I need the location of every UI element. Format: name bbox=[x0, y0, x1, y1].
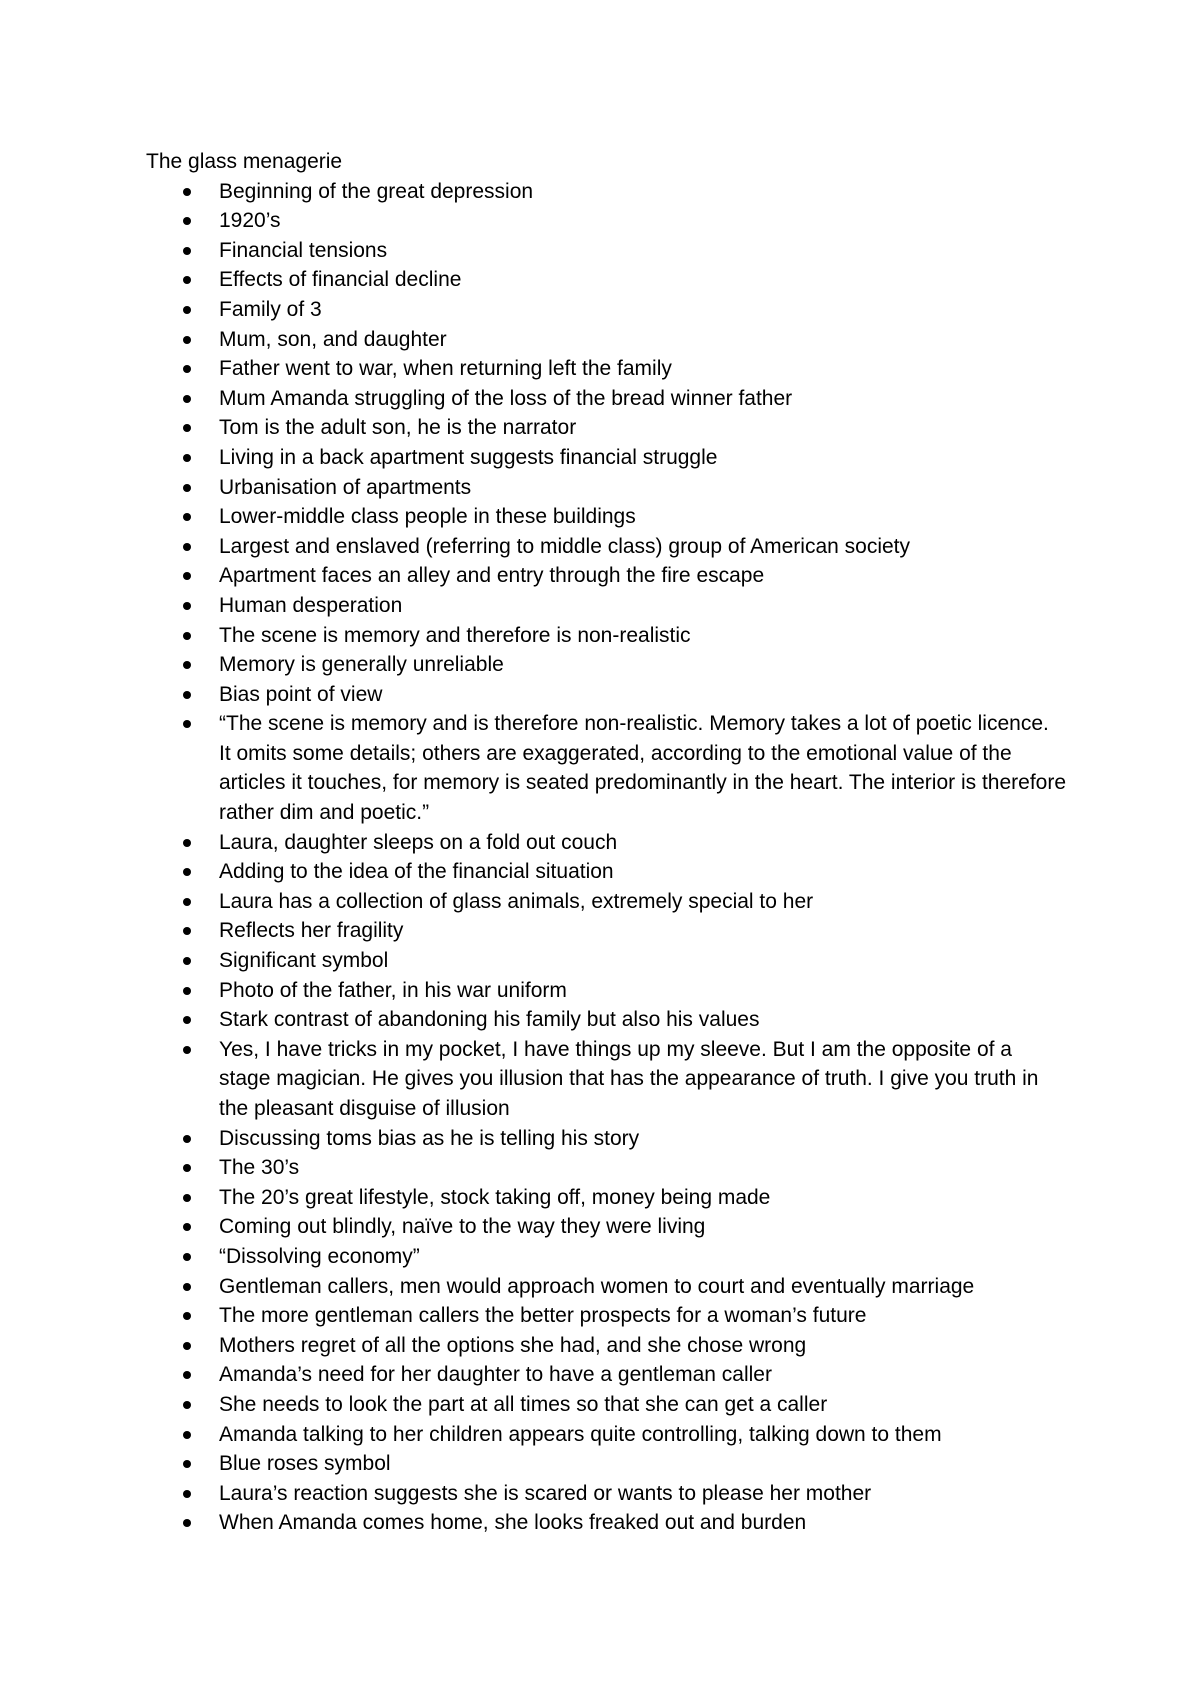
list-item-text: “The scene is memory and is therefore non-realistic. Memory takes a lot of poetic licence. It omits some details; others are exaggerated, according to the emotional value of the articles it touches, for memory is seated predominantly in the heart. The interior is therefore rather dim and poetic.” bbox=[219, 712, 1067, 825]
list-item-text: Yes, I have tricks in my pocket, I have things up my sleeve. But I am the opposite of a stage magician. He gives you illusion that has the appearance of truth. I give you truth in the pleasant disguise of illusion bbox=[219, 1037, 1039, 1120]
list-item bbox=[146, 591, 1066, 621]
list-item bbox=[146, 384, 1066, 414]
list-item-text: Living in a back apartment suggests financial struggle bbox=[219, 445, 718, 469]
list-item-text: Reflects her fragility bbox=[219, 919, 404, 943]
bullet-icon bbox=[183, 336, 191, 344]
list-item-text: Lower-middle class people in these buildings bbox=[219, 505, 636, 529]
list-item bbox=[146, 325, 1066, 355]
bullet-icon bbox=[183, 868, 191, 876]
bullet-icon bbox=[183, 839, 191, 847]
bullet-icon bbox=[183, 1135, 191, 1143]
list-item bbox=[146, 1449, 1066, 1479]
list-item bbox=[146, 621, 1066, 651]
list-item bbox=[146, 680, 1066, 710]
list-item-text: Photo of the father, in his war uniform bbox=[219, 978, 567, 1002]
bullet-icon bbox=[183, 927, 191, 935]
list-item bbox=[146, 916, 1066, 946]
list-item bbox=[146, 1124, 1066, 1154]
list-item bbox=[146, 561, 1066, 591]
bullet-icon bbox=[183, 691, 191, 699]
list-item bbox=[146, 1360, 1066, 1390]
bullet-icon bbox=[183, 1046, 191, 1054]
list-item bbox=[146, 828, 1066, 858]
bullet-icon bbox=[183, 602, 191, 610]
bullet-icon bbox=[183, 632, 191, 640]
bullet-icon bbox=[183, 1490, 191, 1498]
list-item-text: Urbanisation of apartments bbox=[219, 475, 472, 499]
list-item bbox=[146, 532, 1066, 562]
bullet-icon bbox=[183, 424, 191, 432]
list-item bbox=[146, 976, 1066, 1006]
bullet-icon bbox=[183, 898, 191, 906]
list-item bbox=[146, 177, 1066, 207]
bullet-icon bbox=[183, 276, 191, 284]
list-item bbox=[146, 236, 1066, 266]
list-item-text: The scene is memory and therefore is non-realistic bbox=[219, 623, 691, 647]
bullet-icon bbox=[183, 1519, 191, 1527]
bullet-icon bbox=[183, 513, 191, 521]
list-item bbox=[146, 502, 1066, 532]
list-item-text: Mum, son, and daughter bbox=[219, 327, 447, 351]
document-title: The glass menagerie bbox=[146, 150, 343, 173]
list-item-text: The more gentleman callers the better prospects for a woman’s future bbox=[219, 1304, 867, 1328]
list-item-text: Significant symbol bbox=[219, 949, 389, 973]
bullet-icon bbox=[183, 1016, 191, 1024]
list-item bbox=[146, 1390, 1066, 1420]
list-item-text: Blue roses symbol bbox=[219, 1452, 391, 1476]
bullet-icon bbox=[183, 572, 191, 580]
list-item-text: Bias point of view bbox=[219, 682, 383, 706]
list-item-text: Coming out blindly, naïve to the way they were living bbox=[219, 1215, 706, 1239]
bullet-icon bbox=[183, 1164, 191, 1172]
list-item-text: Father went to war, when returning left the family bbox=[219, 357, 672, 381]
list-item bbox=[146, 1212, 1066, 1242]
list-item-text: She needs to look the part at all times so that she can get a caller bbox=[219, 1392, 828, 1416]
list-item-text: Stark contrast of abandoning his family but also his values bbox=[219, 1008, 760, 1032]
list-item-text: Financial tensions bbox=[219, 238, 388, 262]
list-item-text: Amanda’s need for her daughter to have a gentleman caller bbox=[219, 1363, 772, 1387]
list-item bbox=[146, 354, 1066, 384]
bullet-icon bbox=[183, 1253, 191, 1261]
list-item bbox=[146, 1005, 1066, 1035]
list-item-text: Mothers regret of all the options she had, and she chose wrong bbox=[219, 1333, 807, 1357]
list-item-text: Apartment faces an alley and entry through the fire escape bbox=[219, 564, 765, 588]
list-item bbox=[146, 650, 1066, 680]
list-item bbox=[146, 1035, 1066, 1124]
bullet-icon bbox=[183, 1401, 191, 1409]
bullet-icon bbox=[183, 1342, 191, 1350]
bullet-icon bbox=[183, 957, 191, 965]
list-item-text: Laura’s reaction suggests she is scared or wants to please her mother bbox=[219, 1481, 872, 1505]
list-item-text: Beginning of the great depression bbox=[219, 179, 534, 203]
list-item bbox=[146, 1183, 1066, 1213]
list-item-text: Discussing toms bias as he is telling his story bbox=[219, 1126, 640, 1150]
bullet-icon bbox=[183, 1371, 191, 1379]
list-item-text: Laura, daughter sleeps on a fold out couch bbox=[219, 830, 618, 854]
list-item bbox=[146, 443, 1066, 473]
bullet-icon bbox=[183, 454, 191, 462]
bullet-icon bbox=[183, 1431, 191, 1439]
list-item-text: Mum Amanda struggling of the loss of the bread winner father bbox=[219, 386, 793, 410]
list-item-text: 1920’s bbox=[219, 209, 281, 233]
list-item bbox=[146, 1153, 1066, 1183]
list-item-text: The 30’s bbox=[219, 1156, 300, 1180]
list-item bbox=[146, 1242, 1066, 1272]
bullet-icon bbox=[183, 1223, 191, 1231]
list-item bbox=[146, 1479, 1066, 1509]
bullet-icon bbox=[183, 395, 191, 403]
list-item bbox=[146, 413, 1066, 443]
list-item bbox=[146, 857, 1066, 887]
list-item bbox=[146, 295, 1066, 325]
list-item-text: When Amanda comes home, she looks freaked out and burden bbox=[219, 1511, 807, 1535]
list-item-text: Gentleman callers, men would approach women to court and eventually marriage bbox=[219, 1274, 975, 1298]
bullet-icon bbox=[183, 720, 191, 728]
bullet-icon bbox=[183, 1312, 191, 1320]
list-item bbox=[146, 887, 1066, 917]
bullet-icon bbox=[183, 188, 191, 196]
list-item-text: “Dissolving economy” bbox=[219, 1244, 420, 1268]
list-item-text: Adding to the idea of the financial situation bbox=[219, 860, 614, 884]
list-item bbox=[146, 1331, 1066, 1361]
list-item-text: The 20’s great lifestyle, stock taking off, money being made bbox=[219, 1185, 771, 1209]
list-item-text: Family of 3 bbox=[219, 297, 322, 321]
list-item-text: Tom is the adult son, he is the narrator bbox=[219, 416, 577, 440]
bullet-icon bbox=[183, 987, 191, 995]
bullet-icon bbox=[183, 484, 191, 492]
bullet-icon bbox=[183, 661, 191, 669]
list-item-text: Amanda talking to her children appears quite controlling, talking down to them bbox=[219, 1422, 942, 1446]
list-item-text: Largest and enslaved (referring to middle class) group of American society bbox=[219, 534, 911, 558]
bullet-icon bbox=[183, 543, 191, 551]
list-item-text: Human desperation bbox=[219, 593, 403, 617]
list-item bbox=[146, 206, 1066, 236]
list-item bbox=[146, 1508, 1066, 1538]
bullet-icon bbox=[183, 1283, 191, 1291]
list-item bbox=[146, 709, 1066, 827]
list-item bbox=[146, 1301, 1066, 1331]
bullet-list bbox=[146, 177, 1066, 1538]
document-body bbox=[146, 147, 1066, 1538]
bullet-icon bbox=[183, 1194, 191, 1202]
list-item bbox=[146, 473, 1066, 503]
list-item-text: Laura has a collection of glass animals, extremely special to her bbox=[219, 889, 814, 913]
bullet-icon bbox=[183, 247, 191, 255]
list-item bbox=[146, 946, 1066, 976]
bullet-icon bbox=[183, 306, 191, 314]
bullet-icon bbox=[183, 365, 191, 373]
list-item bbox=[146, 1420, 1066, 1450]
bullet-icon bbox=[183, 1460, 191, 1468]
bullet-icon bbox=[183, 217, 191, 225]
list-item bbox=[146, 265, 1066, 295]
list-item-text: Memory is generally unreliable bbox=[219, 653, 504, 677]
list-item bbox=[146, 1272, 1066, 1302]
list-item-text: Effects of financial decline bbox=[219, 268, 462, 292]
